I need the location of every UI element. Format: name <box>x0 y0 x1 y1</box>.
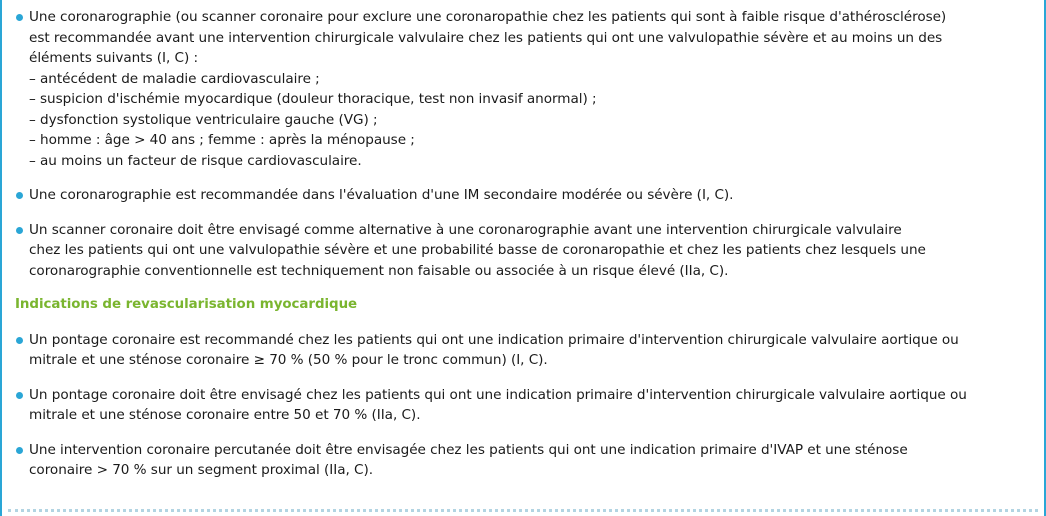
item-line: éléments suivants (I, C) : <box>29 50 199 66</box>
subitem-ischemie: – suspicion d'ischémie myocardique (douleur thoracique, test non invasif anormal) ; <box>29 91 597 107</box>
bullet-icon <box>16 392 23 399</box>
item-line: Une coronarographie est recommandée dans l'évaluation d'une IM secondaire modérée ou sévère (I, C). <box>29 187 734 203</box>
item-line: est recommandée avant une intervention chirurgicale valvulaire chez les patients qui ont une valvulopathie sévère et au moins un des <box>29 29 943 46</box>
recommendations-content <box>14 7 1030 481</box>
recommendation-pontage-recommande <box>14 330 1030 371</box>
section-heading: Indications de revascularisation myocardique <box>15 297 358 312</box>
item-line: coronarographie conventionnelle est techniquement non faisable ou associée à un risque élevé (IIa, C). <box>29 262 729 279</box>
item-line: Une intervention coronaire percutanée doit être envisagée chez les patients qui ont une indication primaire d'IVAP et une sténose <box>29 441 908 458</box>
item-line: Un pontage coronaire est recommandé chez les patients qui ont une indication primaire d'intervention chirurgicale valvulaire aortique ou <box>29 331 959 348</box>
subitem-antecedent: – antécédent de maladie cardiovasculaire ; <box>29 70 320 87</box>
recommendation-coronarographie-im <box>14 185 1030 206</box>
bottom-divider <box>8 509 1038 512</box>
item-line: mitrale et une sténose coronaire ≥ 70 % (50 % pour le tronc commun) (I, C). <box>29 352 548 368</box>
bullet-icon <box>16 337 23 344</box>
bullet-icon <box>16 447 23 454</box>
recommendation-coronarographie-preop <box>14 7 1030 171</box>
bullet-icon <box>16 14 23 21</box>
subitem-age-sexe: – homme : âge > 40 ans ; femme : après la ménopause ; <box>29 132 415 148</box>
recommendation-icp <box>14 440 1030 481</box>
bullet-icon <box>16 227 23 234</box>
bullet-icon <box>16 192 23 199</box>
subitem-dysfonction-vg: – dysfonction systolique ventriculaire gauche (VG) ; <box>29 111 378 128</box>
item-line: chez les patients qui ont une valvulopathie sévère et une probabilité basse de coronaropathie et chez les patients chez lesquels une <box>29 242 926 258</box>
item-line: mitrale et une sténose coronaire entre 50 et 70 % (IIa, C). <box>29 407 421 423</box>
recommendation-pontage-envisage <box>14 385 1030 426</box>
subitem-facteur-risque: – au moins un facteur de risque cardiovasculaire. <box>29 152 362 169</box>
item-line: Un pontage coronaire doit être envisagé chez les patients qui ont une indication primaire d'intervention chirurgicale valvulaire aortique ou <box>29 386 967 403</box>
item-line: coronaire > 70 % sur un segment proximal (IIa, C). <box>29 462 373 478</box>
recommendation-scanner-coronaire <box>14 220 1030 282</box>
item-line: Un scanner coronaire doit être envisagé comme alternative à une coronarographie avant une intervention chirurgicale valvulaire <box>29 221 902 238</box>
item-line: Une coronarographie (ou scanner coronaire pour exclure une coronaropathie chez les patients qui sont à faible risque d'athérosclérose) <box>29 9 947 25</box>
